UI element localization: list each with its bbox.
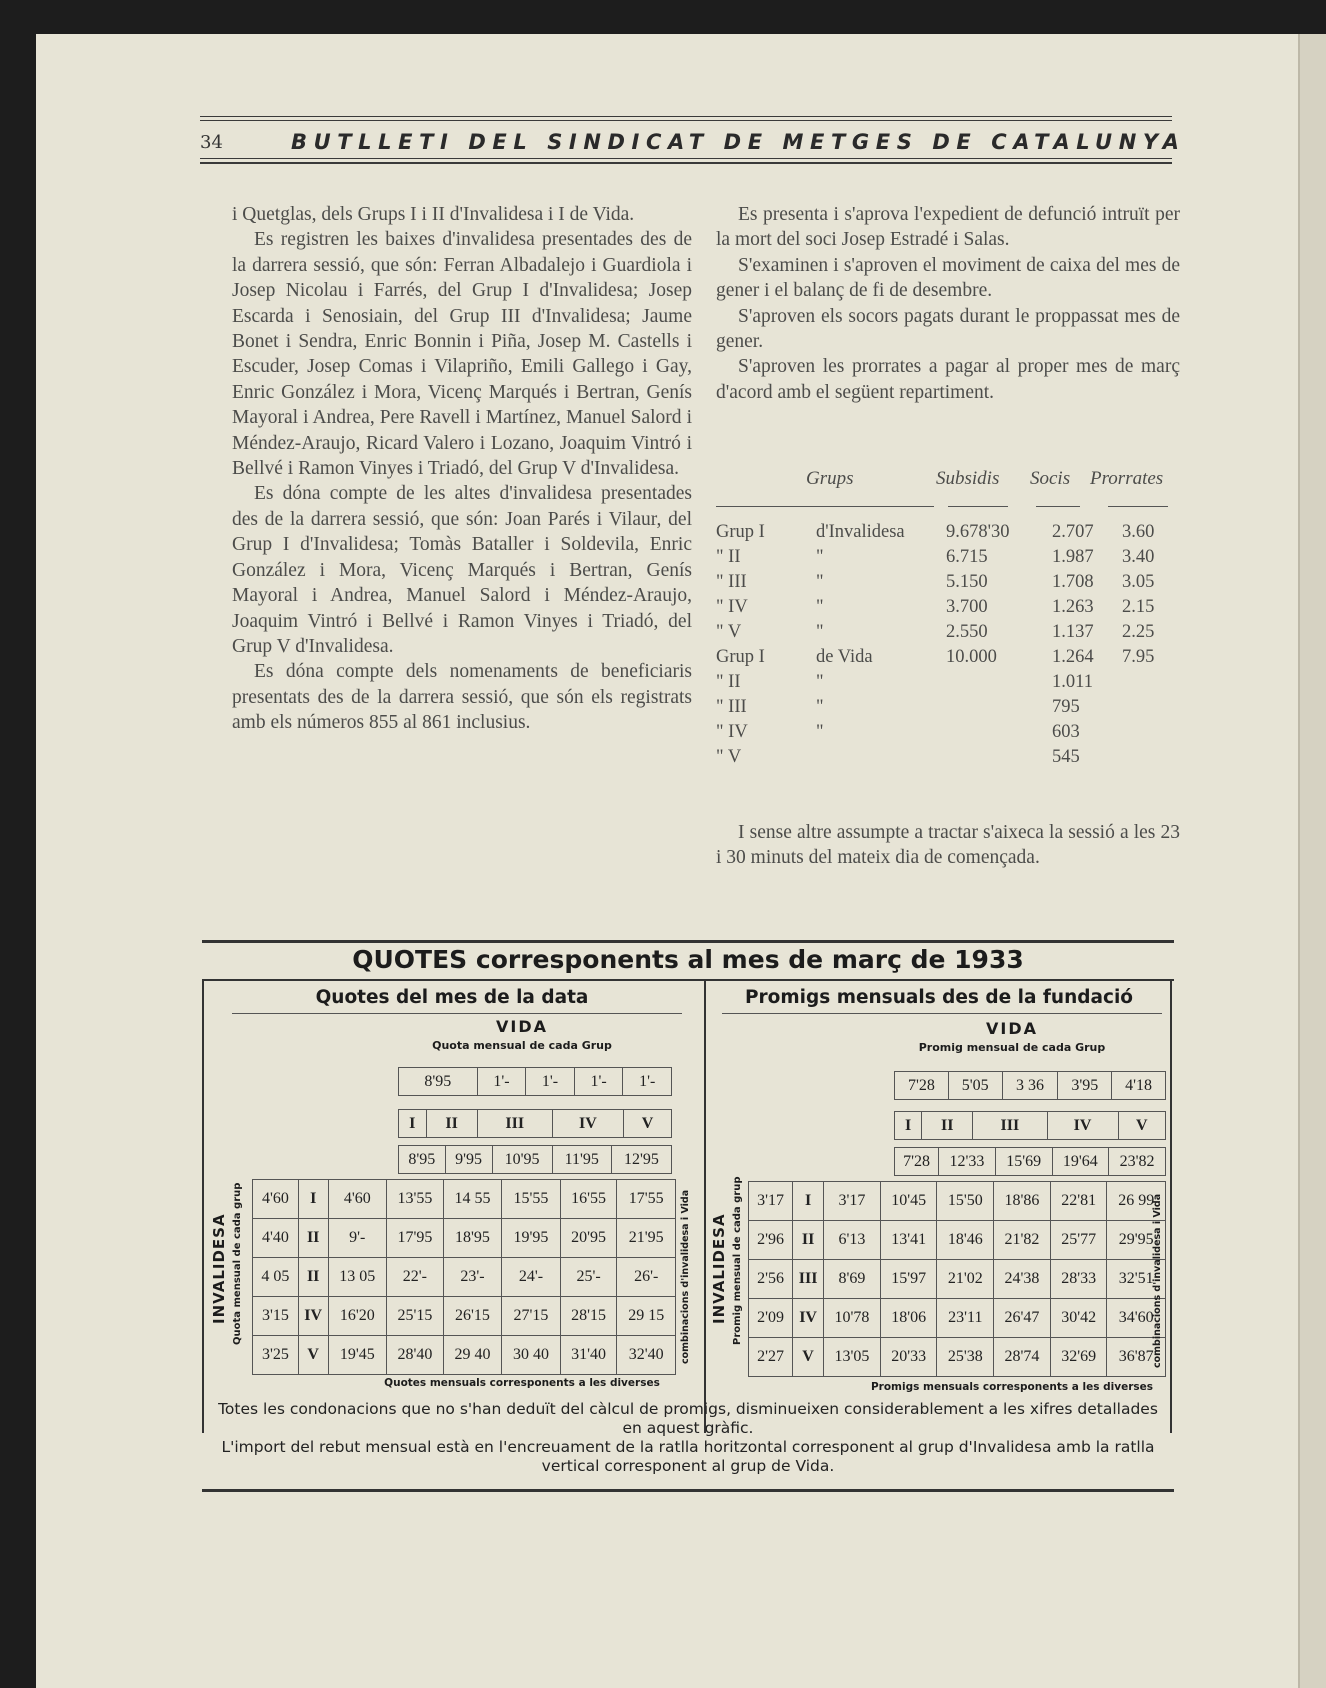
paragraph: Es dóna compte dels nomenaments de beneficiaris presentats des de la darrera sessió, que són els registrats amb els números 855 al 861 inclusius. [232,661,692,734]
cumulative-cell: 23'82 [1109,1148,1166,1176]
combination-value-cell: 34'60 [1107,1299,1166,1338]
combination-value-cell: 14 55 [443,1180,501,1219]
cell-subsidis: 5.150 [946,572,988,592]
combination-value-cell: 19'45 [328,1336,386,1375]
invalidesa-quota-cell: 4'40 [253,1219,299,1258]
cell-group: " V [716,622,742,642]
invalidesa-group-cell: III [793,1260,824,1299]
left-combination-grid [252,1179,676,1375]
combination-value-cell: 9'- [328,1219,386,1258]
combination-value-cell: 28'33 [1050,1260,1107,1299]
left-footer: Quotes mensuals corresponents a les diverses [384,1377,660,1389]
vida-promig-cell: 3 36 [1002,1072,1058,1100]
invalidesa-group-cell: IV [793,1299,824,1338]
right-invalidesa-label: INVALIDESA [710,1213,728,1325]
combination-value-cell: 22'- [387,1258,444,1297]
combination-value-cell: 24'- [502,1258,560,1297]
combination-value-cell: 24'38 [994,1260,1051,1299]
combination-value-cell: 8'69 [824,1260,881,1299]
cell-group: " III [716,697,747,717]
invalidesa-quota-cell: 3'17 [749,1182,793,1221]
combination-value-cell: 28'40 [387,1336,444,1375]
cell-group: " II [716,672,741,692]
paragraph: S'aproven els socors pagats durant le proppassat mes de gener. [716,305,1180,353]
table-row [749,1182,1166,1221]
combination-value-cell: 10'45 [880,1182,937,1221]
combination-value-cell: 18'95 [443,1219,501,1258]
center-divider [704,979,706,1433]
combination-value-cell: 17'95 [387,1219,444,1258]
left-invalidesa-label: INVALIDESA [210,1213,228,1325]
table-row [716,747,1186,772]
combination-value-cell: 25'- [560,1258,617,1297]
note: L'import del rebut mensual està en l'encreuament de la ratlla horitzontal corresponent al grup d'Invalidesa amb la ratlla vertical corresponent al grup de Vida. [221,1438,1155,1475]
combination-value-cell: 25'38 [937,1338,994,1377]
cell-type: de Vida [816,647,873,667]
cell-socis: 1.137 [1052,622,1094,642]
vida-quota-cell: 1'- [477,1068,526,1096]
header-rule-bottom [200,158,1172,159]
cumulative-cell: 15'69 [995,1148,1052,1176]
cell-socis: 545 [1052,747,1080,767]
vida-group-cell: IV [1047,1112,1118,1140]
vida-group-cell: II [426,1110,477,1138]
cumulative-cell: 8'95 [399,1146,446,1174]
header-underline [716,506,934,507]
combination-value-cell: 32'51 [1107,1260,1166,1299]
vida-quota-cell: 1'- [526,1068,575,1096]
journal-title: BUTLLETI DEL SINDICAT DE METGES DE CATALUNYA [291,130,1186,154]
combination-value-cell: 26 99 [1107,1182,1166,1221]
table-row [716,722,1186,747]
left-column [232,202,692,736]
combination-value-cell: 26'15 [443,1297,501,1336]
invalidesa-quota-cell: 2'56 [749,1260,793,1299]
cell-socis: 1.011 [1052,672,1093,692]
combination-value-cell: 19'95 [502,1219,560,1258]
cell-group: " II [716,547,741,567]
combination-value-cell: 15'50 [937,1182,994,1221]
cell-type: " [816,722,824,742]
combination-value-cell: 10'78 [824,1299,881,1338]
cell-type: " [816,697,824,717]
vida-quota-cell: 8'95 [399,1068,478,1096]
cell-socis: 1.708 [1052,572,1094,592]
combination-value-cell: 21'95 [617,1219,676,1258]
left-vida-label: VIDA [496,1017,548,1036]
vida-promig-cell: 4'18 [1112,1072,1166,1100]
cell-group: " IV [716,722,748,742]
cell-subsidis: 2.550 [946,622,988,642]
invalidesa-group-cell: I [298,1180,328,1219]
combination-value-cell: 25'15 [387,1297,444,1336]
combination-value-cell: 29'95 [1107,1221,1166,1260]
right-combination-grid [748,1181,1166,1377]
table-row [716,697,1186,722]
combination-value-cell: 26'47 [994,1299,1051,1338]
vida-group-cell: III [973,1112,1047,1140]
table-row [716,547,1186,572]
combination-value-cell: 6'13 [824,1221,881,1260]
invalidesa-quota-cell: 2'09 [749,1299,793,1338]
table-row [749,1299,1166,1338]
table-row [253,1180,676,1219]
combination-value-cell: 13'41 [880,1221,937,1260]
cumulative-cell: 12'95 [611,1146,671,1174]
header-socis: Socis [1030,468,1071,489]
left-side-label: combinacions d'invalidesa i Vida [680,1189,691,1365]
closing-block [716,820,1180,871]
cell-subsidis: 9.678'30 [946,522,1010,542]
vida-group-cell: I [895,1112,922,1140]
combination-value-cell: 20'95 [560,1219,617,1258]
vida-group-cell: III [477,1110,552,1138]
combination-value-cell: 30 40 [502,1336,560,1375]
cell-group: Grup I [716,647,765,667]
vida-quota-cell: 1'- [623,1068,672,1096]
cell-socis: 603 [1052,722,1080,742]
cumulative-cell: 19'64 [1052,1148,1109,1176]
cell-socis: 795 [1052,697,1080,717]
cell-socis: 1.263 [1052,597,1094,617]
combination-value-cell: 22'81 [1050,1182,1107,1221]
right-vida-label: VIDA [986,1019,1038,1038]
combination-value-cell: 25'77 [1050,1221,1107,1260]
table-row [253,1219,676,1258]
cell-prorrata: 2.15 [1122,597,1155,617]
table-row [749,1338,1166,1377]
cumulative-cell: 9'95 [445,1146,492,1174]
right-vida-groups [894,1111,1166,1140]
cell-socis: 2.707 [1052,522,1094,542]
invalidesa-group-cell: II [298,1219,328,1258]
right-vida-quotes [894,1071,1166,1100]
right-border [1170,979,1172,1433]
title-rule [202,979,1174,981]
cell-prorrata: 3.40 [1122,547,1155,567]
cell-group: Grup I [716,522,765,542]
combination-value-cell: 31'40 [560,1336,617,1375]
left-vida-quotes [398,1067,672,1096]
combination-value-cell: 26'- [617,1258,676,1297]
invalidesa-quota-cell: 2'27 [749,1338,793,1377]
vida-group-cell: V [1118,1112,1166,1140]
right-column [716,202,1180,405]
cell-socis: 1.264 [1052,647,1094,667]
paragraph: S'aproven les prorrates a pagar al proper mes de març d'acord amb el següent repartiment. [716,356,1180,403]
table-row [716,572,1186,597]
cell-prorrata: 7.95 [1122,647,1155,667]
table-row [749,1221,1166,1260]
right-vida-sub: Promig mensual de cada Grup [918,1041,1106,1054]
left-vida-sub: Quota mensual de cada Grup [432,1039,612,1052]
header-prorrates: Prorrates [1090,468,1164,489]
combination-value-cell: 32'69 [1050,1338,1107,1377]
paragraph: i Quetglas, dels Grups I i II d'Invalidesa i I de Vida. [232,204,635,225]
combination-value-cell: 23'- [443,1258,501,1297]
header-underline [1108,506,1168,507]
combination-value-cell: 30'42 [1050,1299,1107,1338]
combination-value-cell: 3'17 [824,1182,881,1221]
cell-group: " V [716,747,742,767]
table-row [253,1336,676,1375]
right-subtitle: Promigs mensuals des de la fundació [744,987,1134,1008]
table-row [749,1260,1166,1299]
table-row [716,522,1186,547]
combination-value-cell: 15'55 [502,1180,560,1219]
left-vida-groups [398,1109,672,1138]
left-border [202,979,204,1433]
adjacent-page-edge [1298,34,1326,1688]
combination-value-cell: 28'15 [560,1297,617,1336]
combination-value-cell: 13'55 [387,1180,444,1219]
combination-value-cell: 15'97 [880,1260,937,1299]
combination-value-cell: 36'87 [1107,1338,1166,1377]
header-rule-top-2 [200,120,1172,121]
combination-value-cell: 21'02 [937,1260,994,1299]
right-side-label: combinacions d'invalidesa i Vida [1152,1193,1163,1369]
cell-subsidis: 10.000 [946,647,997,667]
invalidesa-group-cell: V [298,1336,328,1375]
left-subtitle: Quotes del mes de la data [315,987,589,1008]
paragraph: Es presenta i s'aprova l'expedient de defunció intruït per la mort del soci Josep Estradé i Salas. [716,204,1180,251]
right-footer: Promigs mensuals corresponents a les diverses [870,1381,1154,1393]
vida-group-cell: II [922,1112,973,1140]
note: Totes les condonacions que no s'han deduït del càlcul de promigs, disminueixen considerablement a les xifres detallades en aquest gràfic. [218,1400,1158,1437]
cell-prorrata: 3.60 [1122,522,1155,542]
combination-value-cell: 20'33 [880,1338,937,1377]
invalidesa-quota-cell: 3'25 [253,1336,299,1375]
combination-value-cell: 18'06 [880,1299,937,1338]
invalidesa-quota-cell: 3'15 [253,1297,299,1336]
quotes-notes [206,1400,1170,1476]
vida-quota-cell: 1'- [574,1068,623,1096]
invalidesa-quota-cell: 2'96 [749,1221,793,1260]
header-rule-bottom-2 [200,162,1172,164]
paragraph: Es dóna compte de les altes d'invalidesa presentades des de la darrera sessió, que són: Joan Parés i Vilaur, del Grup I d'Invalidesa; Tomàs Bataller i Soldevila, Enric González i Mora, Vicenç Marqués i Bertran, Genís Mayoral i Andrea, Manuel Salord i Méndez-Araujo, Joaquim Vintró i Bellvé i Ramon Vinyes i Triadó, del Grup V d'Invalidesa. [232,483,692,657]
cumulative-cell: 7'28 [895,1148,939,1176]
header-grups: Grups [806,468,854,489]
cell-type: " [816,547,824,567]
vida-promig-cell: 3'95 [1058,1072,1112,1100]
page-number: 34 [200,132,223,153]
table-row [253,1258,676,1297]
cell-type: " [816,597,824,617]
cumulative-cell: 11'95 [552,1146,611,1174]
vida-group-cell: IV [552,1110,623,1138]
combination-value-cell: 13 05 [328,1258,386,1297]
table-row [253,1297,676,1336]
combination-value-cell: 18'86 [994,1182,1051,1221]
table-row [716,597,1186,622]
table-row [716,672,1186,697]
header-underline [1036,506,1080,507]
combination-value-cell: 29 40 [443,1336,501,1375]
cell-type: " [816,572,824,592]
combination-value-cell: 21'82 [994,1221,1051,1260]
combination-value-cell: 16'55 [560,1180,617,1219]
cell-group: " IV [716,597,748,617]
header-subsidis: Subsidis [936,468,1000,489]
left-subtitle-rule [232,1013,682,1014]
cumulative-cell: 10'95 [492,1146,552,1174]
combination-value-cell: 16'20 [328,1297,386,1336]
combination-value-cell: 32'40 [617,1336,676,1375]
cell-prorrata: 3.05 [1122,572,1155,592]
right-invalidesa-sub: Promig mensual de cada grup [732,1176,743,1345]
combination-value-cell: 29 15 [617,1297,676,1336]
left-invalidesa-sub: Quota mensual de cada grup [232,1182,243,1345]
header-rule-top [200,116,1172,117]
cell-socis: 1.987 [1052,547,1094,567]
cell-type: " [816,622,824,642]
cell-group: " III [716,572,747,592]
combination-value-cell: 23'11 [937,1299,994,1338]
vida-promig-cell: 7'28 [895,1072,949,1100]
cell-type: d'Invalidesa [816,522,905,542]
combination-value-cell: 18'46 [937,1221,994,1260]
closing-paragraph: I sense altre assumpte a tractar s'aixeca la sessió a les 23 i 30 minuts del mateix dia de començada. [716,822,1180,869]
table-row [716,647,1186,672]
invalidesa-group-cell: II [793,1221,824,1260]
quotes-title: QUOTES corresponents al mes de març de 1933 [352,945,1024,974]
cell-prorrata: 2.25 [1122,622,1155,642]
paragraph: Es registren les baixes d'invalidesa presentades des de la darrera sessió, que són: Ferran Albadalejo i Guardiola i Josep Nicolau i Farrés, del Grup I d'Invalidesa; Josep Escarda i Senosiain, del Grup III d'Invalidesa; Jaume Bonet i Sendra, Enric Bonnin i Piña, Josep M. Castells i Escuder, Josep Comas i Vilapriño, Emili Gallego i Gay, Enric González i Mora, Vicenç Marqués i Bertran, Genís Mayoral i Andrea, Pere Ravell i Martínez, Manuel Salord i Méndez-Araujo, Ricard Valero i Lozano, Joaquim Vintró i Bellvé i Ramon Vinyes i Triadó, del Grup V d'Invalidesa. [232,229,692,480]
cell-subsidis: 6.715 [946,547,988,567]
vida-promig-cell: 5'05 [948,1072,1002,1100]
invalidesa-quota-cell: 4'60 [253,1180,299,1219]
header-underline [948,506,1008,507]
invalidesa-group-cell: II [298,1258,328,1297]
invalidesa-quota-cell: 4 05 [253,1258,299,1297]
table-row [716,622,1186,647]
combination-value-cell: 28'74 [994,1338,1051,1377]
cell-subsidis: 3.700 [946,597,988,617]
invalidesa-group-cell: V [793,1338,824,1377]
invalidesa-group-cell: IV [298,1297,328,1336]
left-cumulative [398,1145,672,1174]
vida-group-cell: I [399,1110,427,1138]
combination-value-cell: 27'15 [502,1297,560,1336]
combination-value-cell: 13'05 [824,1338,881,1377]
right-subtitle-rule [722,1013,1162,1014]
invalidesa-group-cell: I [793,1182,824,1221]
paragraph: S'examinen i s'aproven el moviment de caixa del mes de gener i el balanç de fi de desembre. [716,254,1180,302]
cumulative-cell: 12'33 [939,1148,996,1176]
vida-group-cell: V [624,1110,672,1138]
cell-type: " [816,672,824,692]
combination-value-cell: 17'55 [617,1180,676,1219]
combination-value-cell: 4'60 [328,1180,386,1219]
right-cumulative [894,1147,1166,1176]
